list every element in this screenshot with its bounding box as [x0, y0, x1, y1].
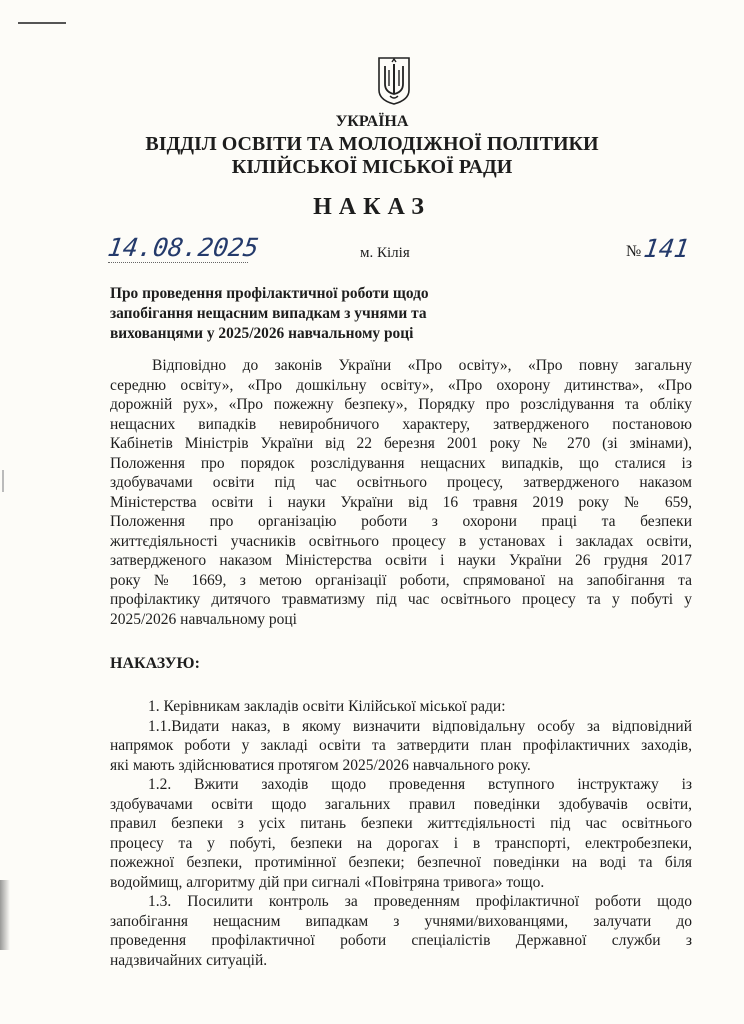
item-line: водоймищ, алгоритму дій при сигналі «Повітряна тривога» тощо. [110, 873, 545, 891]
paragraph-line: профілактику дитячого травматизму під час освітнього процесу та у побуті у [110, 591, 692, 608]
item-line: процесу та у побуті, безпеки на дорогах і в транспорті, електробезпеки, [110, 834, 692, 852]
handwritten-number: 141 [641, 234, 692, 263]
paragraph-line: дорожній рух», «Про пожежну безпеку», Порядку про розслідування та обліку [110, 396, 692, 413]
department-heading-line2: КІЛІЙСЬКОЇ МІСЬКОЇ РАДИ [231, 156, 513, 178]
item-line: 1. Керівникам закладів освіти Кілійської міської ради: [148, 698, 506, 715]
item-line: які мають здійснюватися протягом 2025/2026 навчального року. [110, 756, 531, 774]
trident-coat-of-arms-icon [376, 56, 412, 106]
handwritten-date: 14.08.2025 [105, 233, 261, 262]
preamble-paragraph [110, 356, 692, 629]
scan-smudge [0, 880, 10, 950]
country-heading: УКРАЇНА [335, 113, 409, 130]
paragraph-line: Міністерства освіти і науки України від 16 травня 2019 року № 659, [110, 493, 692, 511]
paragraph-line: нещасних випадків невиробничого характеру, затвердженого постановою [110, 415, 692, 433]
item-line: 1.3. Посилити контроль за проведенням профілактичної роботи щодо [148, 893, 692, 910]
subject-line: Про проведення профілактичної роботи щодо [110, 285, 429, 302]
paragraph-line: Положення про порядок розслідування нещасних випадків, що сталися із [110, 454, 692, 472]
item-line: здобувачами освіти щодо загальних правил поведінки здобувачів освіти, [110, 795, 692, 813]
paragraph-line: року № 1669, з метою організації роботи, спрямованої на запобігання та [110, 571, 692, 589]
city-label: м. Кілія [360, 245, 410, 261]
item-line: 1.2. Вжити заходів щодо проведення вступного інструктажу із [148, 776, 692, 793]
paragraph-line: Кабінетів Міністрів України від 22 березня 2001 року № 270 (зі змінами), [110, 435, 692, 452]
item-line: напрямок роботи у закладі освіти та затвердити план профілактичних заходів, [110, 737, 692, 754]
item-line: пожежної безпеки, протимінної безпеки; безпечної поведінки на воді та біля [110, 854, 692, 871]
date-underline [108, 262, 248, 263]
item-line: проведення профілактичної роботи спеціалістів Державної служби з [110, 932, 692, 949]
order-keyword: НАКАЗУЮ: [110, 655, 200, 672]
paragraph-line: середню освіту», «Про дошкільну освіту», «Про охорону дитинства», «Про [110, 376, 692, 394]
subject-line: вихованцями у 2025/2026 навчальному році [110, 325, 414, 342]
scan-mark-side [2, 470, 4, 492]
item-line: надзвичайних ситуацій. [110, 951, 268, 969]
item-line: правил безпеки з усіх питань безпеки життєдіяльності під час освітнього [110, 815, 692, 832]
subject-line: запобігання нещасним випадкам з учнями та [110, 305, 427, 322]
paragraph-line: життєдіяльності учасників освітнього процесу в установах і закладах освіти, [110, 532, 692, 550]
order-items [110, 697, 692, 970]
department-heading-line1: ВІДДІЛ ОСВІТИ ТА МОЛОДІЖНОЇ ПОЛІТИКИ [145, 133, 599, 155]
item-line: запобігання нещасним випадкам з учнями/вихованцями, залучати до [110, 912, 692, 930]
paragraph-line: здобувачами освіти під час освітнього процесу, затвердженого наказом [110, 474, 692, 491]
paragraph-line: Положення про організацію роботи з охорони праці та безпеки [110, 513, 692, 530]
paragraph-line: затвердженого наказом Міністерства освіти і науки України 26 грудня 2017 [110, 552, 692, 569]
number-label: № [626, 243, 642, 260]
paragraph-line: 2025/2026 навчальному році [110, 610, 297, 628]
document-type-heading: НАКАЗ [313, 194, 431, 220]
scan-mark [18, 22, 66, 24]
item-line: 1.1.Видати наказ, в якому визначити відповідальну особу за відповідний [148, 717, 692, 735]
order-subject [110, 284, 490, 344]
paragraph-line: Відповідно до законів України «Про освіту», «Про повну загальну [152, 357, 692, 374]
